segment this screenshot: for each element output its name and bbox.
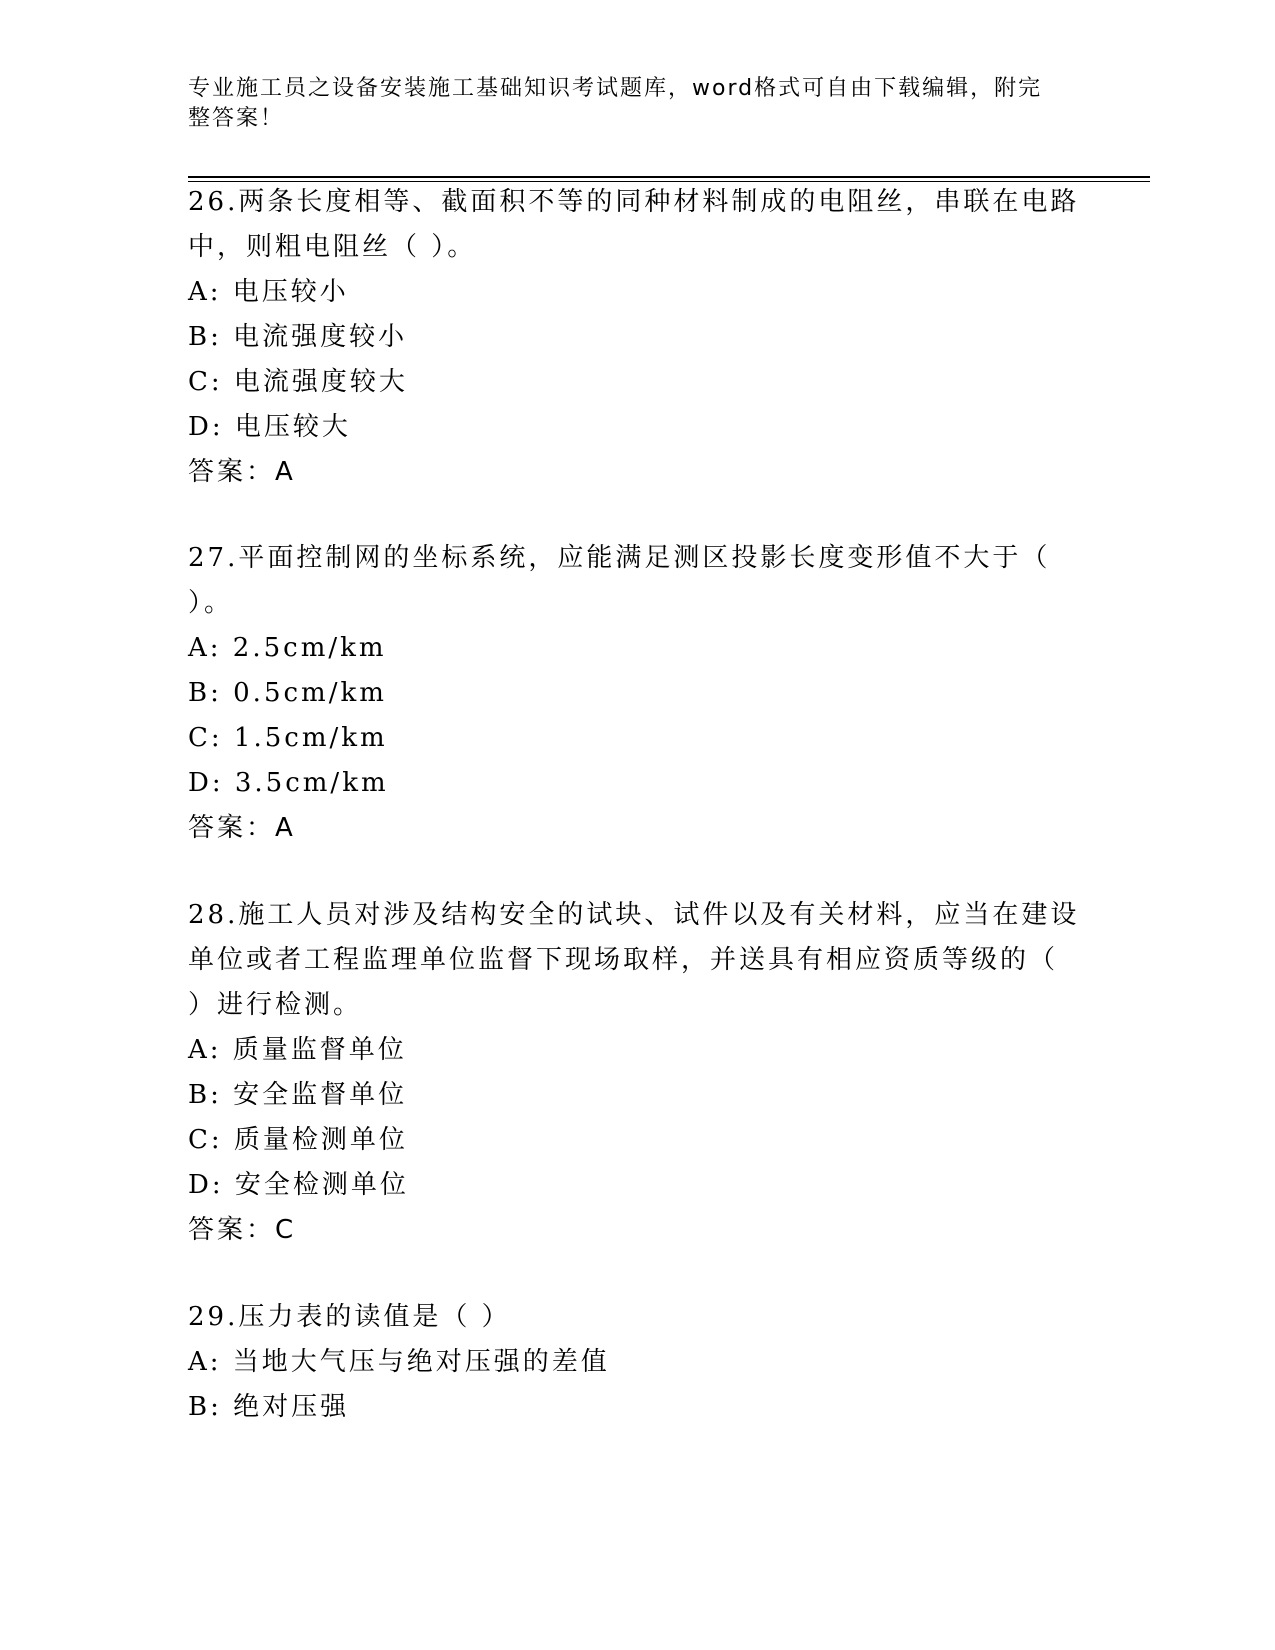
option-c: C: 质量检测单位 [188, 1125, 408, 1155]
header-line-2: 整答案！ [188, 106, 285, 131]
question-26 [188, 180, 1088, 495]
question-stem-line: 29.压力表的读值是（ ） [188, 1302, 511, 1332]
option-c: C: 电流强度较大 [188, 367, 408, 397]
answer-line: 答案：C [188, 1215, 297, 1245]
option-b: B: 安全监督单位 [188, 1080, 408, 1110]
question-29 [188, 1295, 1088, 1430]
question-stem-line: 26.两条长度相等、截面积不等的同种材料制成的电阻丝，串联在电路 [188, 187, 1080, 217]
option-a: A: 当地大气压与绝对压强的差值 [188, 1347, 610, 1377]
header-divider-thick [188, 176, 1150, 178]
option-d: D: 安全检测单位 [188, 1170, 409, 1200]
question-stem-line: 单位或者工程监理单位监督下现场取样，并送具有相应资质等级的（ [188, 945, 1059, 975]
question-stem-line: 27.平面控制网的坐标系统，应能满足测区投影长度变形值不大于（ [188, 543, 1051, 573]
answer-line: 答案：A [188, 457, 296, 487]
option-c: C: 1.5cm/km [188, 723, 388, 753]
question-stem-line: 28.施工人员对涉及结构安全的试块、试件以及有关材料，应当在建设 [188, 900, 1080, 930]
option-d: D: 电压较大 [188, 412, 351, 442]
option-b: B: 电流强度较小 [188, 322, 408, 352]
document-header [188, 74, 1088, 134]
answer-line: 答案：A [188, 813, 296, 843]
question-stem-line: 中，则粗电阻丝（ ）。 [188, 232, 477, 262]
header-line-1: 专业施工员之设备安装施工基础知识考试题库，word格式可自由下载编辑，附完 [188, 76, 1043, 101]
question-28 [188, 893, 1088, 1253]
question-27 [188, 536, 1088, 851]
question-stem-line: ）进行检测。 [188, 990, 363, 1020]
option-b: B: 0.5cm/km [188, 678, 387, 708]
option-a: A: 电压较小 [188, 277, 349, 307]
question-stem-line: ）。 [188, 588, 234, 618]
option-a: A: 质量监督单位 [188, 1035, 407, 1065]
option-d: D: 3.5cm/km [188, 768, 389, 798]
option-b: B: 绝对压强 [188, 1392, 350, 1422]
option-a: A: 2.5cm/km [188, 633, 387, 663]
